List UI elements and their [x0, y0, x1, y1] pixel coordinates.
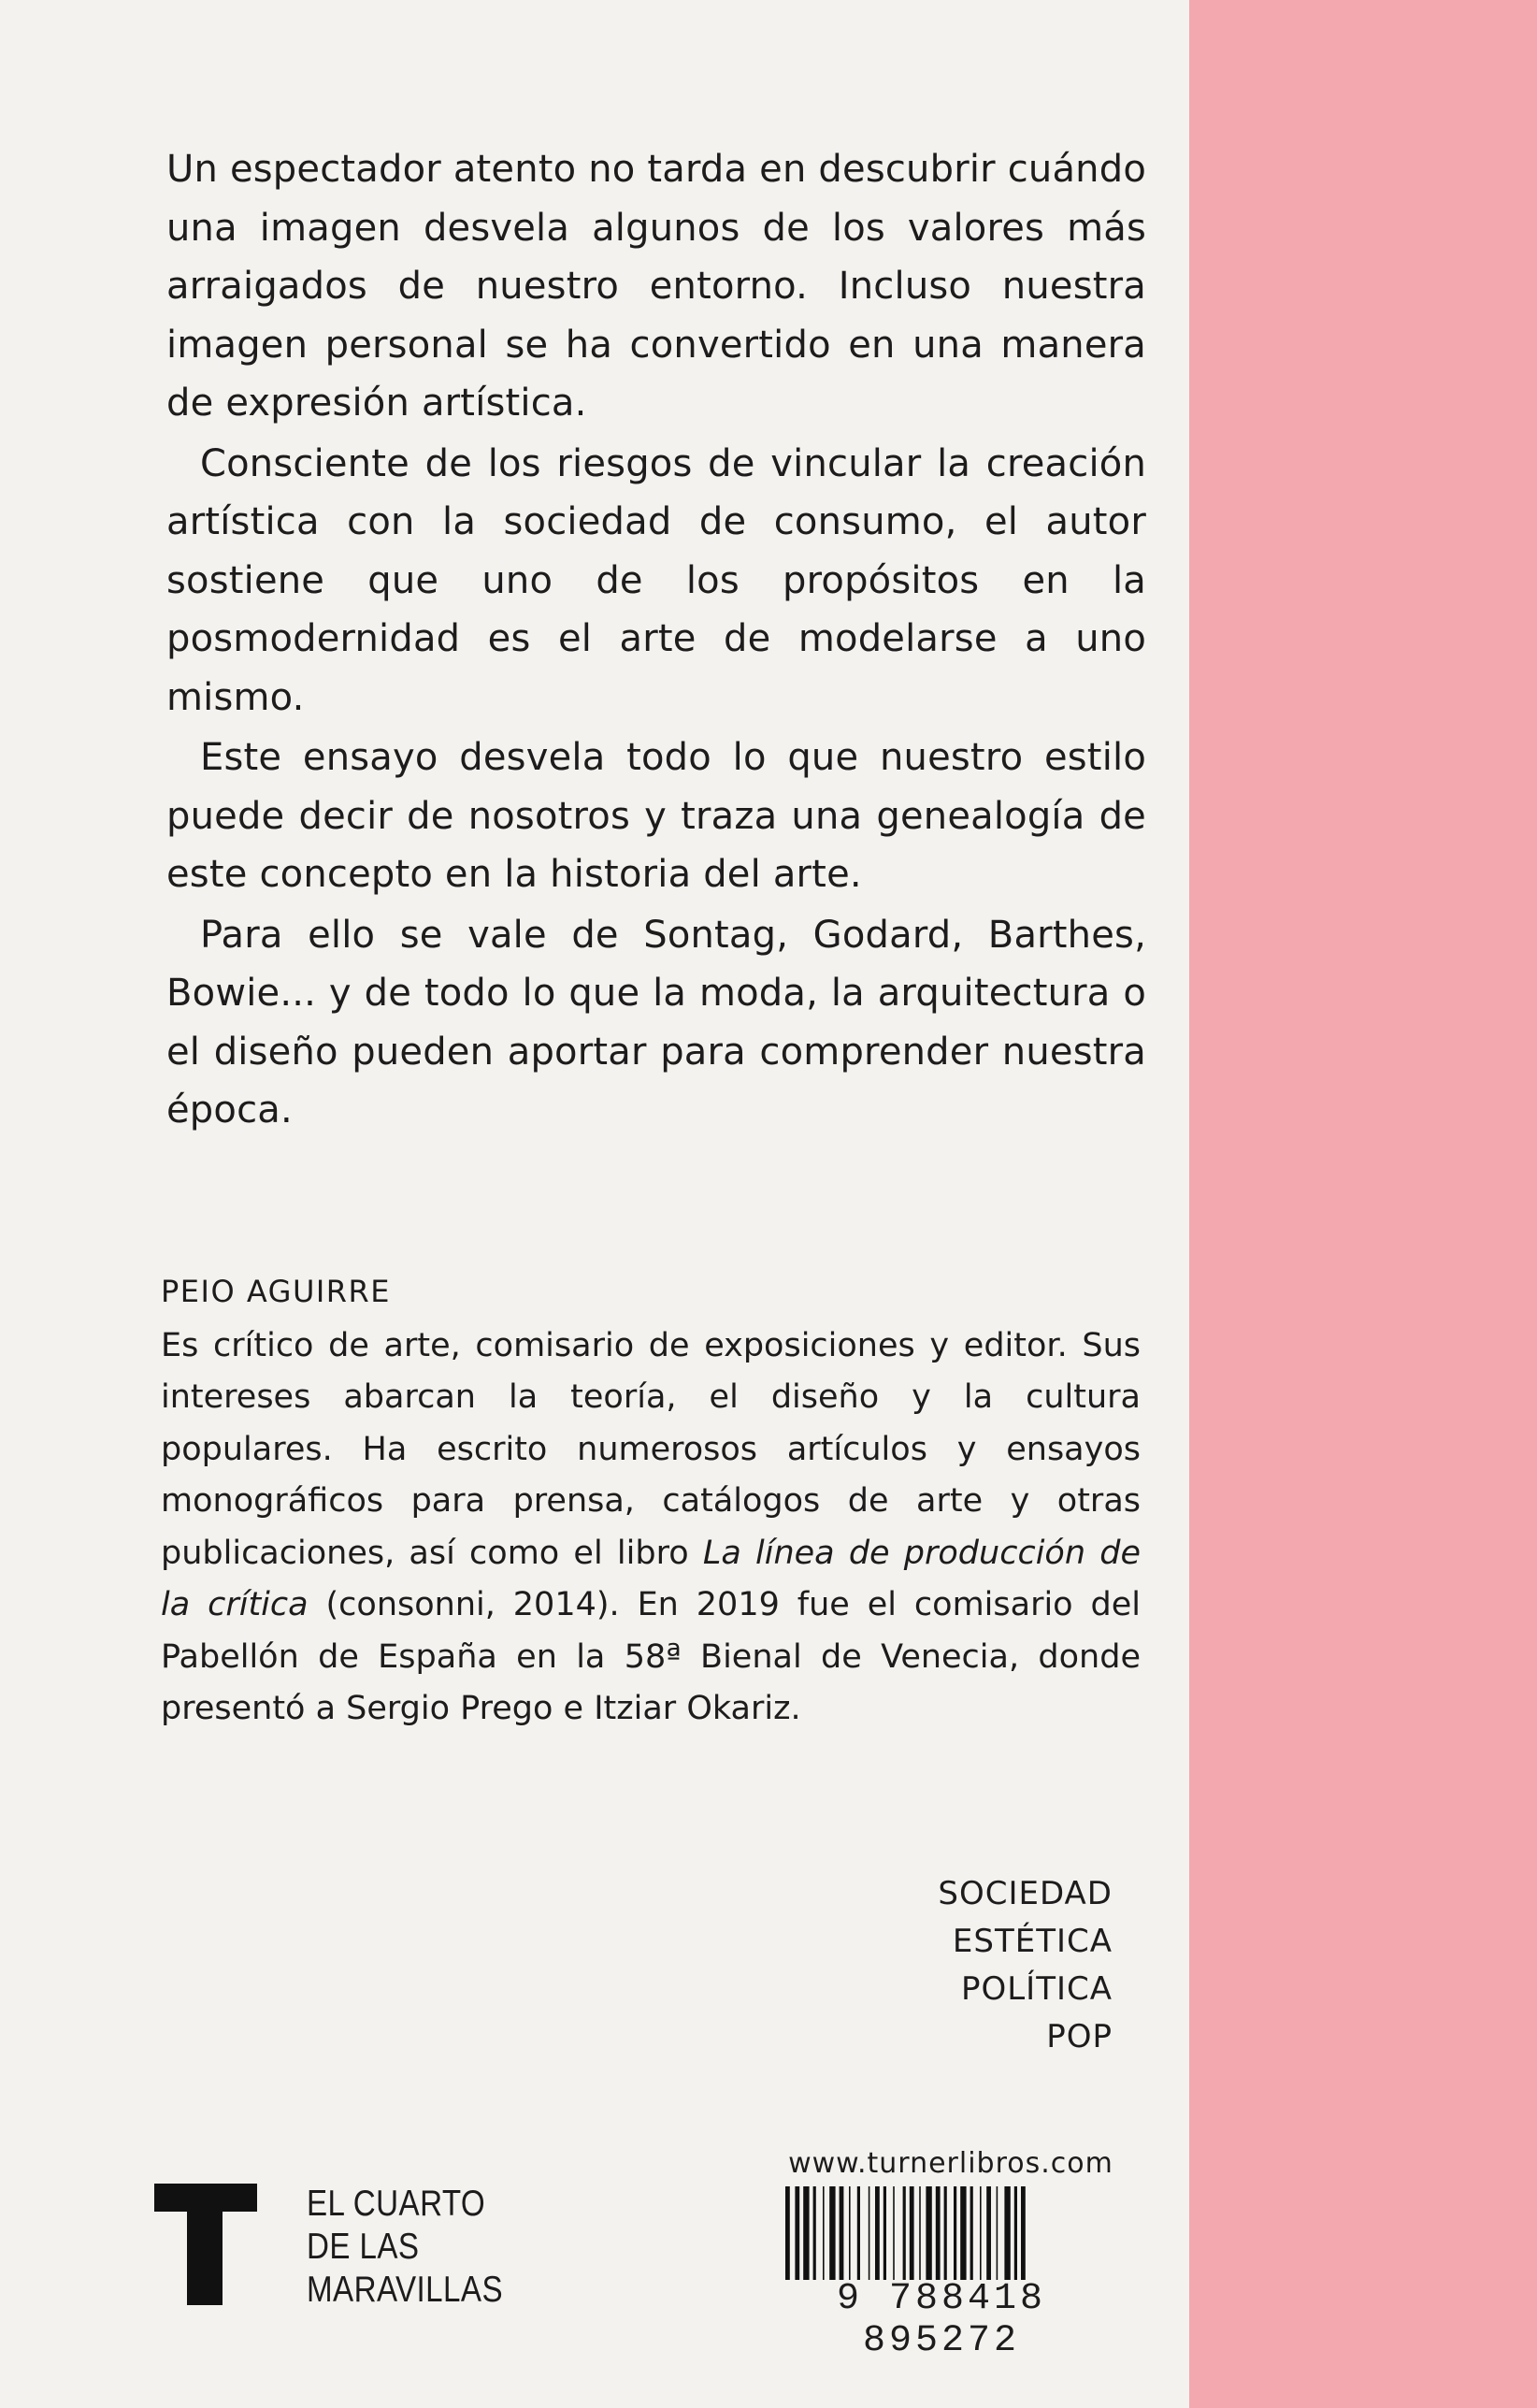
barcode-bar: [1014, 2186, 1017, 2280]
barcode-bar: [823, 2186, 825, 2280]
barcode-bar: [857, 2186, 860, 2280]
barcode-bar: [883, 2186, 886, 2280]
publisher-website: www.turnerlibros.com: [788, 2147, 1113, 2180]
barcode-bar: [869, 2186, 870, 2280]
collection-name: [307, 2183, 503, 2312]
collection-line: MARAVILLAS: [307, 2270, 503, 2310]
synopsis-text: [166, 140, 1146, 1142]
synopsis-paragraph-3: Este ensayo desvela todo lo que nuestro estilo puede decir de nosotros y traza una genealogía de este concepto en la historia del arte.: [166, 736, 1146, 896]
barcode-bar: [903, 2186, 906, 2280]
author-name: PEIO AGUIRRE: [161, 1274, 391, 1309]
collection-line: DE LAS: [307, 2227, 420, 2267]
barcode-bar: [813, 2186, 816, 2280]
synopsis-paragraph-1: Un espectador atento no tarda en descubrir cuándo una imagen desvela algunos de los valores más arraigados de nuestro entorno. Incluso nuestra imagen personal se ha convertido en una manera de expresión artística.: [166, 148, 1146, 425]
author-bio-part-1: Es crítico de arte, comisario de exposiciones y editor. Sus intereses abarcan la teoría, el diseño y la cultura populares. Ha escrito numerosos artículos y ensayos monográficos para prensa, catálogos de arte y otras publicaciones, así como el libro: [161, 1326, 1141, 1572]
keyword-item: SOCIEDAD: [938, 1875, 1113, 1912]
barcode-bar: [954, 2186, 956, 2280]
isbn-number: 9 788418 895272: [836, 2278, 1047, 2362]
barcode-bar: [803, 2186, 809, 2280]
author-section: [161, 1266, 1141, 1736]
barcode-bar: [986, 2186, 991, 2280]
barcode-bar: [926, 2186, 931, 2280]
isbn-barcode: [782, 2186, 1118, 2280]
author-bio: [161, 1320, 1141, 1736]
barcode-bar: [875, 2186, 880, 2280]
barcode-bar: [936, 2186, 941, 2280]
barcode-bar: [840, 2186, 844, 2280]
publisher-t-logo-icon: [154, 2184, 257, 2305]
barcode-bar: [944, 2186, 947, 2280]
barcode-bar: [829, 2186, 835, 2280]
barcode-bar: [960, 2186, 966, 2280]
pink-spine-band: [1189, 0, 1537, 2408]
barcode-bar: [997, 2186, 998, 2280]
keyword-item: ESTÉTICA: [952, 1923, 1113, 1960]
barcode-bar: [1021, 2186, 1026, 2280]
barcode-bar: [1004, 2186, 1010, 2280]
barcode-bar: [980, 2186, 982, 2280]
author-bio-part-2: (consonni, 2014). En 2019 fue el comisario del Pabellón de España en la 58ª Bienal de Venecia, donde presentó a Sergio Prego e Itziar Okariz.: [161, 1586, 1141, 1727]
barcode-bar: [910, 2186, 914, 2280]
barcode-bar: [893, 2186, 895, 2280]
barcode-bar: [849, 2186, 851, 2280]
barcode-bar: [919, 2186, 921, 2280]
barcode-bar: [795, 2186, 799, 2280]
barcode-bar: [970, 2186, 973, 2280]
barcode-bar: [785, 2186, 790, 2280]
keyword-item: POLÍTICA: [960, 1970, 1113, 2008]
synopsis-paragraph-2: Consciente de los riesgos de vincular la creación artística con la sociedad de consumo, el autor sostiene que uno de los propósitos en la posmodernidad es el arte de modelarse a uno mismo.: [166, 441, 1146, 719]
synopsis-paragraph-4: Para ello se vale de Sontag, Godard, Barthes, Bowie... y de todo lo que la moda, la arquitectura o el diseño pueden aportar para comprender nuestra época.: [166, 913, 1146, 1132]
author-book-title: La línea de producción de la crítica: [161, 1534, 1141, 1623]
collection-line: EL CUARTO: [307, 2184, 486, 2224]
keyword-list: [898, 1870, 1113, 2061]
keyword-item: POP: [1046, 2018, 1113, 2055]
